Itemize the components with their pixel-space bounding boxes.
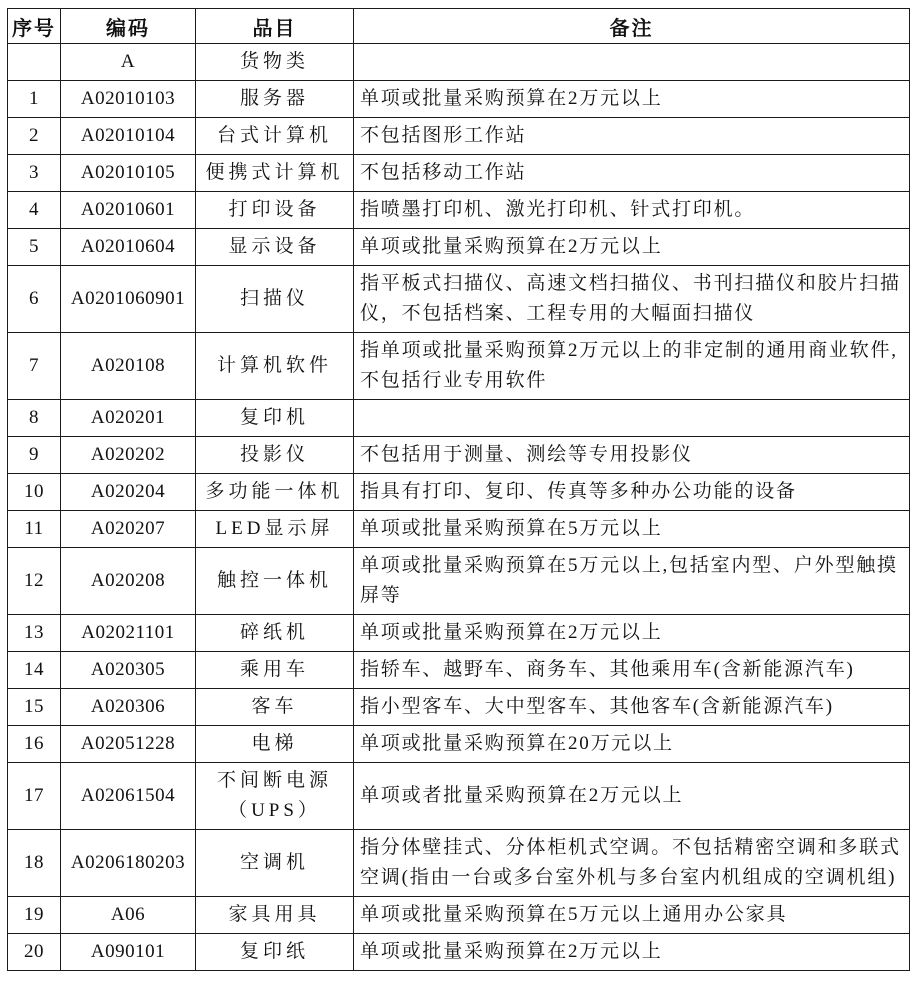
- cell-remark: 单项或者批量采购预算在2万元以上: [354, 763, 910, 830]
- table-row: [8, 615, 910, 652]
- cell-item: LED显示屏: [196, 511, 354, 548]
- cell-code: A02010103: [61, 81, 196, 118]
- cell-remark: 单项或批量采购预算在20万元以上: [354, 726, 910, 763]
- table-row: [8, 437, 910, 474]
- cell-item: 不间断电源（UPS）: [196, 763, 354, 830]
- cell-no: 6: [8, 266, 61, 333]
- table-row: [8, 155, 910, 192]
- table-row: [8, 652, 910, 689]
- cell-no: 14: [8, 652, 61, 689]
- cell-no: 18: [8, 830, 61, 897]
- cell-remark: 不包括用于测量、测绘等专用投影仪: [354, 437, 910, 474]
- table-row: [8, 474, 910, 511]
- cell-code: A02051228: [61, 726, 196, 763]
- cell-code: A02061504: [61, 763, 196, 830]
- cell-remark: 单项或批量采购预算在2万元以上: [354, 229, 910, 266]
- cell-no: 9: [8, 437, 61, 474]
- cell-remark: 单项或批量采购预算在2万元以上: [354, 81, 910, 118]
- column-header-code: 编码: [61, 9, 196, 44]
- cell-item: 扫描仪: [196, 266, 354, 333]
- cell-no: 12: [8, 548, 61, 615]
- cell-code: A02010104: [61, 118, 196, 155]
- cell-item: 复印机: [196, 400, 354, 437]
- cell-item: 电梯: [196, 726, 354, 763]
- cell-no: 19: [8, 897, 61, 934]
- table-row: [8, 689, 910, 726]
- cell-no: 20: [8, 934, 61, 971]
- cell-no: 10: [8, 474, 61, 511]
- table-row: [8, 44, 910, 81]
- cell-code: A02010105: [61, 155, 196, 192]
- table-row: [8, 266, 910, 333]
- cell-item: 多功能一体机: [196, 474, 354, 511]
- cell-code: A020204: [61, 474, 196, 511]
- cell-code: A02021101: [61, 615, 196, 652]
- cell-code: A020207: [61, 511, 196, 548]
- cell-item: 便携式计算机: [196, 155, 354, 192]
- cell-item: 乘用车: [196, 652, 354, 689]
- cell-item: 碎纸机: [196, 615, 354, 652]
- cell-no: 11: [8, 511, 61, 548]
- table-row: [8, 400, 910, 437]
- cell-remark: 指轿车、越野车、商务车、其他乘用车(含新能源汽车): [354, 652, 910, 689]
- cell-code: A: [61, 44, 196, 81]
- cell-no: 2: [8, 118, 61, 155]
- cell-code: A020208: [61, 548, 196, 615]
- cell-remark: 指分体壁挂式、分体柜机式空调。不包括精密空调和多联式空调(指由一台或多台室外机与多台室内机组成的空调机组): [354, 830, 910, 897]
- cell-item: 服务器: [196, 81, 354, 118]
- cell-code: A0206180203: [61, 830, 196, 897]
- cell-no: 8: [8, 400, 61, 437]
- table-row: [8, 830, 910, 897]
- table-row: [8, 934, 910, 971]
- cell-remark: 指具有打印、复印、传真等多种办公功能的设备: [354, 474, 910, 511]
- cell-no: 7: [8, 333, 61, 400]
- table-row: [8, 548, 910, 615]
- table-row: [8, 726, 910, 763]
- cell-item: 家具用具: [196, 897, 354, 934]
- procurement-catalog-table: [7, 8, 910, 971]
- cell-item: 打印设备: [196, 192, 354, 229]
- cell-no: 13: [8, 615, 61, 652]
- cell-remark: 不包括移动工作站: [354, 155, 910, 192]
- table-row: [8, 192, 910, 229]
- cell-item: 投影仪: [196, 437, 354, 474]
- cell-no: 3: [8, 155, 61, 192]
- cell-no: 1: [8, 81, 61, 118]
- table-row: [8, 897, 910, 934]
- cell-remark: 单项或批量采购预算在5万元以上,包括室内型、户外型触摸屏等: [354, 548, 910, 615]
- cell-code: A020202: [61, 437, 196, 474]
- table-row: [8, 333, 910, 400]
- cell-item: 计算机软件: [196, 333, 354, 400]
- cell-remark: 不包括图形工作站: [354, 118, 910, 155]
- cell-no: 4: [8, 192, 61, 229]
- table-row: [8, 81, 910, 118]
- cell-code: A020305: [61, 652, 196, 689]
- table-row: [8, 763, 910, 830]
- cell-code: A0201060901: [61, 266, 196, 333]
- cell-code: A02010604: [61, 229, 196, 266]
- table-row: [8, 229, 910, 266]
- cell-remark: 单项或批量采购预算在2万元以上: [354, 615, 910, 652]
- cell-item: 客车: [196, 689, 354, 726]
- cell-code: A020108: [61, 333, 196, 400]
- cell-remark: 单项或批量采购预算在5万元以上通用办公家具: [354, 897, 910, 934]
- table-row: [8, 511, 910, 548]
- cell-code: A020306: [61, 689, 196, 726]
- document-page: [0, 8, 916, 1007]
- cell-item: 触控一体机: [196, 548, 354, 615]
- cell-item: 复印纸: [196, 934, 354, 971]
- cell-item: 显示设备: [196, 229, 354, 266]
- cell-remark: 单项或批量采购预算在5万元以上: [354, 511, 910, 548]
- cell-code: A090101: [61, 934, 196, 971]
- cell-item: 台式计算机: [196, 118, 354, 155]
- table-row: [8, 118, 910, 155]
- cell-item: 空调机: [196, 830, 354, 897]
- cell-item: 货物类: [196, 44, 354, 81]
- cell-remark: 指平板式扫描仪、高速文档扫描仪、书刊扫描仪和胶片扫描仪，不包括档案、工程专用的大幅面扫描仪: [354, 266, 910, 333]
- column-header-no: 序号: [8, 9, 61, 44]
- cell-code: A020201: [61, 400, 196, 437]
- cell-remark: [354, 44, 910, 81]
- cell-code: A02010601: [61, 192, 196, 229]
- cell-no: [8, 44, 61, 81]
- cell-no: 17: [8, 763, 61, 830]
- cell-remark: 单项或批量采购预算在2万元以上: [354, 934, 910, 971]
- table-body: [8, 44, 910, 971]
- cell-remark: [354, 400, 910, 437]
- column-header-remark: 备注: [354, 9, 910, 44]
- header-row: [8, 9, 910, 44]
- column-header-item: 品目: [196, 9, 354, 44]
- cell-remark: 指喷墨打印机、激光打印机、针式打印机。: [354, 192, 910, 229]
- cell-code: A06: [61, 897, 196, 934]
- cell-remark: 指单项或批量采购预算2万元以上的非定制的通用商业软件,不包括行业专用软件: [354, 333, 910, 400]
- cell-no: 15: [8, 689, 61, 726]
- cell-no: 16: [8, 726, 61, 763]
- cell-no: 5: [8, 229, 61, 266]
- cell-remark: 指小型客车、大中型客车、其他客车(含新能源汽车): [354, 689, 910, 726]
